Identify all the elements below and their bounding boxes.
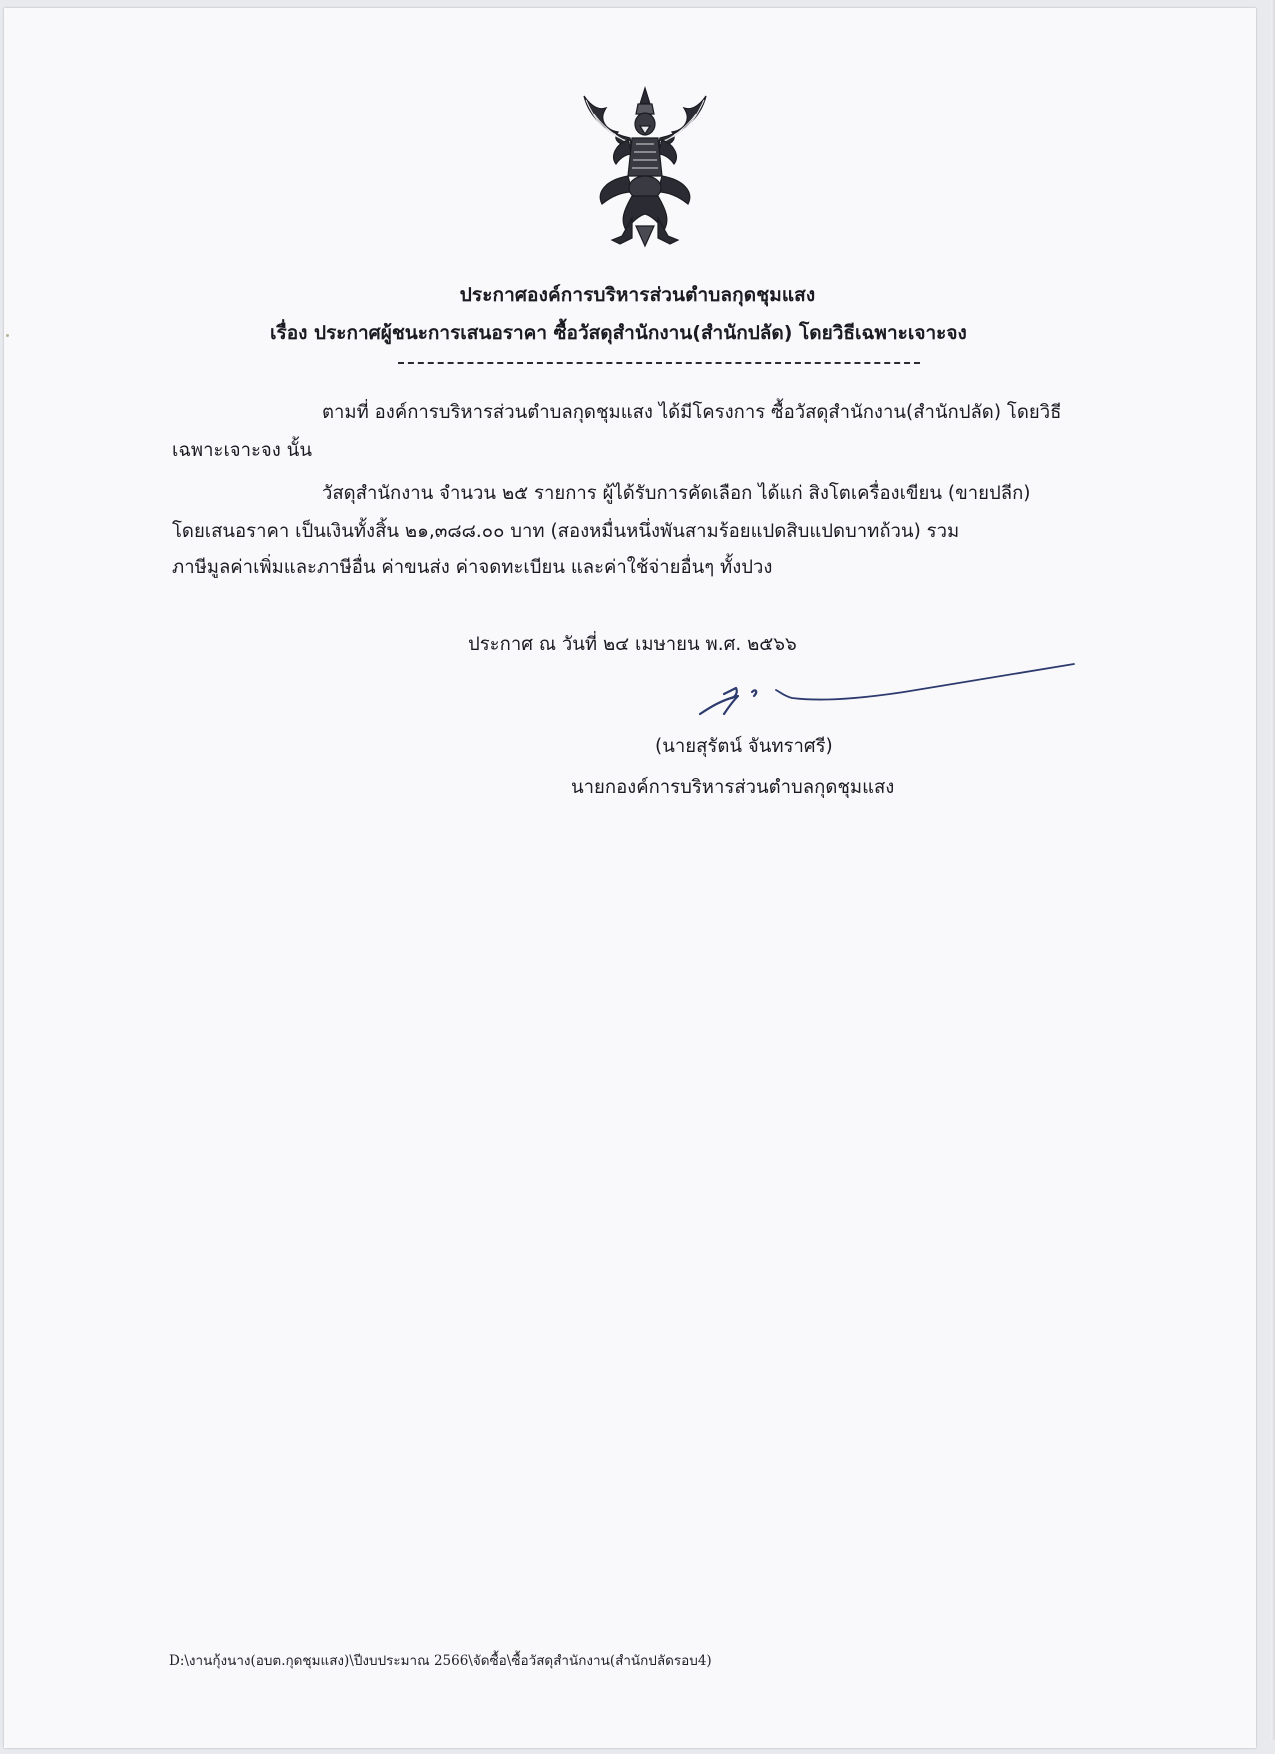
paragraph2-line3: ภาษีมูลค่าเพิ่มและภาษีอื่น ค่าขนส่ง ค่าจดทะเบียน และค่าใช้จ่ายอื่นๆ ทั้งปวง bbox=[172, 557, 773, 578]
signer-name: (นายสุรัตน์ จันทราศรี) bbox=[655, 736, 833, 757]
document-page bbox=[4, 8, 1256, 1748]
file-path-footer: D:\งานกุ้งนาง(อบต.กุดชุมแสง)\ปีงบประมาณ 2566\จัดซื้อ\ซื้อวัสดุสำนักงาน(สำนักปลัดรอบ4) bbox=[169, 1653, 712, 1669]
announcement-title: ประกาศองค์การบริหารส่วนตำบลกุดชุมแสง bbox=[459, 284, 816, 306]
announcement-subject: เรื่อง ประกาศผู้ชนะการเสนอราคา ซื้อวัสดุสำนักงาน(สำนักปลัด) โดยวิธีเฉพาะเจาะจง bbox=[270, 322, 967, 344]
paragraph1-line2: เฉพาะเจาะจง นั้น bbox=[172, 440, 312, 461]
dashed-divider bbox=[398, 362, 920, 364]
paragraph2-line1: วัสดุสำนักงาน จำนวน ๒๕ รายการ ผู้ได้รับการคัดเลือก ได้แก่ สิงโตเครื่องเขียน (ขายปลีก) bbox=[322, 483, 1031, 504]
paper-speck bbox=[6, 334, 9, 337]
paper-edge bbox=[1271, 0, 1275, 1740]
paragraph1-line1: ตามที่ องค์การบริหารส่วนตำบลกุดชุมแสง ได้มีโครงการ ซื้อวัสดุสำนักงาน(สำนักปลัด) โดยวิธี bbox=[322, 402, 1062, 423]
handwritten-signature bbox=[694, 658, 1079, 718]
signer-position: นายกองค์การบริหารส่วนตำบลกุดชุมแสง bbox=[571, 777, 895, 798]
garuda-emblem-icon bbox=[576, 80, 714, 250]
announcement-date: ประกาศ ณ วันที่ ๒๔ เมษายน พ.ศ. ๒๕๖๖ bbox=[468, 634, 797, 655]
paragraph2-line2: โดยเสนอราคา เป็นเงินทั้งสิ้น ๒๑,๓๘๘.๐๐ บาท (สองหมื่นหนึ่งพันสามร้อยแปดสิบแปดบาทถ้วน) รวม bbox=[172, 521, 960, 542]
